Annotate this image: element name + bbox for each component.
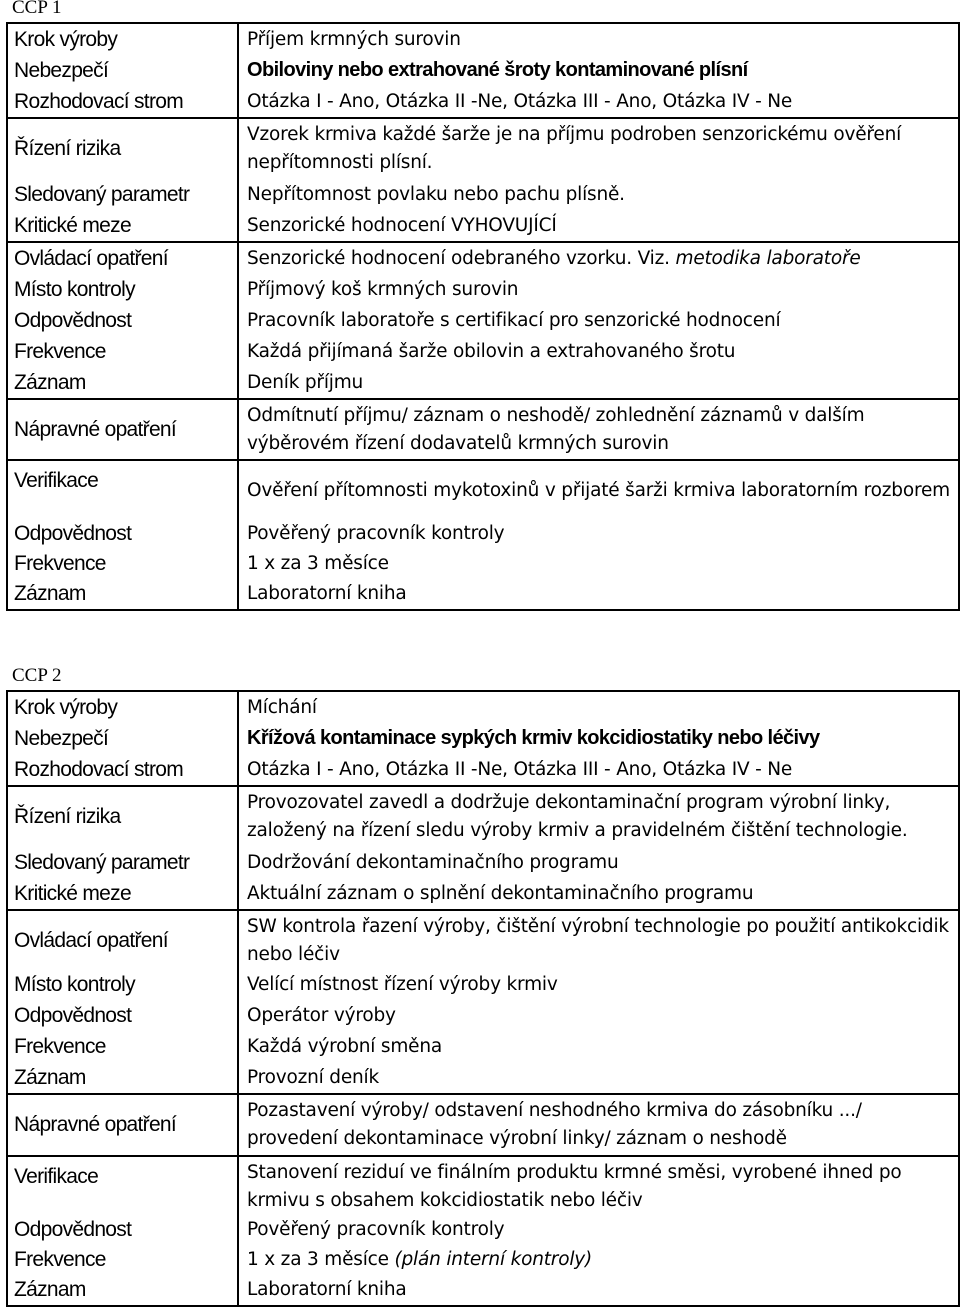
row-label: Nápravné opatření [7,399,238,460]
ccp1-row-frekvence-2 [7,548,959,579]
ccp2-table [6,690,960,1307]
ccp1-row-kriticke-meze [7,211,959,242]
row-value: Otázka I - Ano, Otázka II -Ne, Otázka III - Ano, Otázka IV - Ne [238,754,959,786]
ccp1-row-rizeni-rizika [7,118,959,179]
ccp1-row-odpovednost-2 [7,520,959,548]
ccp2-row-kriticke-meze [7,879,959,910]
row-value: Pracovník laboratoře s certifikací pro senzorické hodnocení [238,305,959,336]
ccp1-row-zaznam [7,367,959,399]
row-value: SW kontrola řazení výroby, čištění výrobní technologie po použití antikokcidik nebo léčiv [238,910,959,970]
ccp2-title: CCP 2 [12,665,62,686]
ccp1-row-verifikace [7,460,959,520]
row-value: 1 x za 3 měsíce [238,548,959,579]
row-label: Rozhodovací strom [7,754,238,786]
row-value: Aktuální záznam o splnění dekontaminačního programu [238,879,959,910]
row-label: Místo kontroly [7,970,238,1000]
row-value: Odmítnutí příjmu/ záznam o neshodě/ zohlednění záznamů v dalším výběrovém řízení dodavatelů krmných surovin [238,399,959,460]
ccp1-row-napravne-opatreni [7,399,959,460]
ccp2-row-zaznam-2 [7,1275,959,1306]
row-label: Frekvence [7,1244,238,1275]
row-value: Každá přijímaná šarže obilovin a extrahovaného šrotu [238,336,959,367]
row-value: Pověřený pracovník kontroly [238,520,959,548]
row-label: Verifikace [7,1156,238,1216]
row-value: Ověření přítomnosti mykotoxinů v přijaté šarži krmiva laboratorním rozborem [238,460,959,520]
ccp2-row-krok-vyroby [7,691,959,723]
row-label: Záznam [7,367,238,399]
row-label: Nebezpečí [7,55,238,86]
ccp2-row-odpovednost-2 [7,1216,959,1244]
row-label: Záznam [7,1275,238,1306]
row-label: Odpovědnost [7,520,238,548]
row-label: Krok výroby [7,691,238,723]
row-label: Záznam [7,579,238,610]
row-label: Řízení rizika [7,118,238,179]
row-value: Dodržování dekontaminačního programu [238,847,959,879]
row-value: 1 x za 3 měsíce (plán interní kontroly) [238,1244,959,1275]
ccp1-row-sledovany-parametr [7,179,959,211]
row-value: Stanovení reziduí ve finálním produktu krmné směsi, vyrobené ihned po krmivu s obsahem kokcidiostatik nebo léčiv [238,1156,959,1216]
row-label: Sledovaný parametr [7,847,238,879]
row-value: Nepřítomnost povlaku nebo pachu plísně. [238,179,959,211]
row-value: Otázka I - Ano, Otázka II -Ne, Otázka III - Ano, Otázka IV - Ne [238,86,959,118]
row-label: Záznam [7,1063,238,1094]
ccp1-row-misto-kontroly [7,274,959,305]
ccp2-row-zaznam [7,1063,959,1094]
ccp1-title: CCP 1 [12,0,62,18]
row-value: Příjem krmných surovin [238,23,959,55]
row-label: Frekvence [7,1031,238,1063]
row-label: Nápravné opatření [7,1094,238,1156]
row-value: Vzorek krmiva každé šarže je na příjmu podroben senzorickému ověření nepřítomnosti plísní. [238,118,959,179]
ccp2-row-napravne-opatreni [7,1094,959,1156]
ccp1-table [6,22,960,611]
row-label: Sledovaný parametr [7,179,238,211]
row-label: Nebezpečí [7,723,238,754]
ccp2-row-odpovednost [7,1000,959,1031]
row-label: Místo kontroly [7,274,238,305]
row-value: Pověřený pracovník kontroly [238,1216,959,1244]
row-label: Ovládací opatření [7,910,238,970]
ccp1-row-rozhodovaci-strom [7,86,959,118]
row-value: Příjmový koš krmných surovin [238,274,959,305]
row-value: Laboratorní kniha [238,579,959,610]
row-label: Odpovědnost [7,1000,238,1031]
row-label: Frekvence [7,336,238,367]
ccp2-row-frekvence [7,1031,959,1063]
ccp1-row-nebezpeci [7,55,959,86]
row-value: Senzorické hodnocení odebraného vzorku. Viz. metodika laboratoře [238,242,959,274]
row-label: Verifikace [7,460,238,520]
row-value: Pozastavení výroby/ odstavení neshodného krmiva do zásobníku .../ provedení dekontaminace výrobní linky/ záznam o neshodě [238,1094,959,1156]
row-value: Provozní deník [238,1063,959,1094]
ccp2-row-verifikace [7,1156,959,1216]
ccp2-row-sledovany-parametr [7,847,959,879]
ccp1-row-zaznam-2 [7,579,959,610]
row-value: Křížová kontaminace sypkých krmiv kokcidiostatiky nebo léčivy [238,723,959,754]
row-value: Obiloviny nebo extrahované šroty kontaminované plísní [238,55,959,86]
row-value: Senzorické hodnocení VYHOVUJÍCÍ [238,211,959,242]
row-value: Velící místnost řízení výroby krmiv [238,970,959,1000]
ccp2-row-nebezpeci [7,723,959,754]
row-value: Operátor výroby [238,1000,959,1031]
ccp2-row-rizeni-rizika [7,786,959,847]
ccp1-row-frekvence [7,336,959,367]
ccp2-row-ovladaci-opatreni [7,910,959,970]
row-label: Krok výroby [7,23,238,55]
row-label: Odpovědnost [7,1216,238,1244]
ccp2-row-misto-kontroly [7,970,959,1000]
row-value: Míchání [238,691,959,723]
ccp1-row-krok-vyroby [7,23,959,55]
ccp2-row-rozhodovaci-strom [7,754,959,786]
row-label: Frekvence [7,548,238,579]
row-label: Kritické meze [7,211,238,242]
ccp2-row-frekvence-2 [7,1244,959,1275]
row-label: Ovládací opatření [7,242,238,274]
row-label: Řízení rizika [7,786,238,847]
row-value: Každá výrobní směna [238,1031,959,1063]
row-label: Kritické meze [7,879,238,910]
ccp1-row-odpovednost [7,305,959,336]
row-value: Provozovatel zavedl a dodržuje dekontaminační program výrobní linky, založený na řízení sledu výroby krmiv a pravidelném čištění technologie. [238,786,959,847]
row-label: Rozhodovací strom [7,86,238,118]
row-value: Deník příjmu [238,367,959,399]
row-label: Odpovědnost [7,305,238,336]
ccp1-row-ovladaci-opatreni [7,242,959,274]
row-value: Laboratorní kniha [238,1275,959,1306]
